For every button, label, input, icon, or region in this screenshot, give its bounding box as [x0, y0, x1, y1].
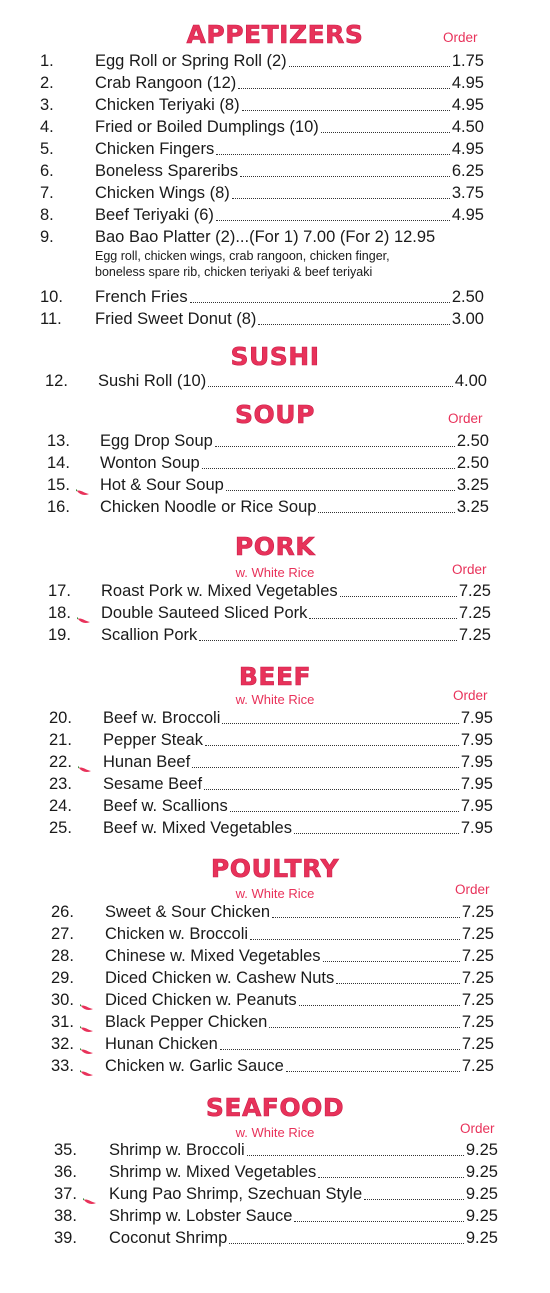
item-price: 2.50 [456, 454, 489, 472]
item-name: Egg Drop Soup [100, 432, 213, 450]
item-name: Chicken Fingers [95, 140, 215, 158]
item-price: 7.95 [460, 731, 493, 749]
menu-item-row[interactable] [0, 753, 550, 775]
menu-item-row[interactable] [0, 184, 550, 206]
item-line [105, 1035, 494, 1054]
item-name: Sushi Roll (10) [98, 372, 207, 390]
dot-leader [321, 131, 450, 133]
item-name: Hunan Beef [103, 753, 191, 771]
item-price: 7.25 [461, 991, 494, 1009]
item-name: Chicken w. Broccoli [105, 925, 249, 943]
menu-item-row[interactable] [0, 288, 550, 310]
order-column-label: Order [455, 882, 490, 897]
item-price: 6.25 [451, 162, 484, 180]
item-line [103, 753, 493, 772]
item-price: 7.25 [458, 604, 491, 622]
item-number: 22. [49, 753, 72, 771]
item-name: Chicken Teriyaki (8) [95, 96, 240, 114]
item-price: 7.95 [460, 709, 493, 727]
item-name: Sweet & Sour Chicken [105, 903, 271, 921]
item-description-line: boneless spare rib, chicken teriyaki & beef teriyaki [95, 265, 373, 279]
item-line [95, 140, 484, 159]
item-price: 9.25 [465, 1207, 498, 1225]
item-price: 7.25 [461, 1057, 494, 1075]
item-number: 21. [49, 731, 72, 749]
order-column-label: Order [452, 562, 487, 577]
item-line [105, 903, 494, 922]
item-name: Hunan Chicken [105, 1035, 218, 1053]
hot-pepper-icon [80, 1063, 94, 1082]
item-line [109, 1207, 498, 1226]
dot-leader [250, 938, 460, 940]
item-price: 7.25 [458, 582, 491, 600]
order-column-label: Order [453, 688, 488, 703]
item-line [95, 52, 484, 71]
item-name: Coconut Shrimp [109, 1229, 228, 1247]
item-price: 7.95 [460, 753, 493, 771]
menu-item-row[interactable] [0, 991, 550, 1013]
dot-leader [199, 639, 457, 641]
item-price: 2.50 [451, 288, 484, 306]
menu-item-row[interactable] [0, 1185, 550, 1207]
item-name: French Fries [95, 288, 188, 306]
item-number: 7. [40, 184, 54, 202]
menu-item-row[interactable] [0, 52, 550, 74]
item-name: Black Pepper Chicken [105, 1013, 268, 1031]
dot-leader [216, 153, 450, 155]
item-line [105, 1057, 494, 1076]
item-name: Chicken Wings (8) [95, 184, 230, 202]
item-line [95, 96, 484, 115]
item-name: Chicken w. Garlic Sauce [105, 1057, 284, 1075]
menu-item-row[interactable] [0, 432, 550, 454]
dot-leader [309, 617, 456, 619]
item-number: 15. [47, 476, 70, 494]
item-number: 8. [40, 206, 54, 224]
item-price: 7.25 [461, 1035, 494, 1053]
dot-leader [364, 1198, 464, 1200]
dot-leader [336, 982, 460, 984]
menu-item-row[interactable] [0, 1207, 550, 1229]
section-title: BEEF [238, 662, 312, 691]
item-number: 28. [51, 947, 74, 965]
item-number: 11. [40, 310, 62, 328]
menu-item-row[interactable] [0, 819, 550, 841]
menu-item-row[interactable] [0, 775, 550, 797]
item-name: Pepper Steak [103, 731, 203, 749]
dot-leader [202, 467, 455, 469]
item-name: Shrimp w. Lobster Sauce [109, 1207, 293, 1225]
item-name: Shrimp w. Broccoli [109, 1141, 245, 1159]
item-price: 4.95 [451, 206, 484, 224]
menu-item-row[interactable] [0, 709, 550, 731]
item-price: 7.25 [461, 1013, 494, 1031]
order-column-label: Order [448, 411, 483, 426]
menu-item-row[interactable] [0, 1163, 550, 1185]
menu-item-row[interactable] [0, 1229, 550, 1251]
item-name: Chinese w. Mixed Vegetables [105, 947, 321, 965]
section-subtitle: w. White Rice [235, 1125, 315, 1140]
menu-item-row[interactable] [0, 604, 550, 626]
menu-item-row[interactable] [0, 1057, 550, 1079]
menu-item-row[interactable] [0, 1035, 550, 1057]
item-number: 36. [54, 1163, 77, 1181]
dot-leader [294, 832, 459, 834]
item-line [95, 206, 484, 225]
item-number: 20. [49, 709, 72, 727]
item-line [109, 1163, 498, 1182]
item-number: 23. [49, 775, 72, 793]
item-line [95, 310, 484, 329]
menu-item-row[interactable] [0, 310, 550, 332]
dot-leader [220, 1048, 460, 1050]
item-line [101, 582, 491, 601]
menu-item-row[interactable] [0, 925, 550, 947]
item-number: 6. [40, 162, 54, 180]
item-number: 5. [40, 140, 54, 158]
menu-item-row[interactable] [0, 96, 550, 118]
menu-item-row[interactable] [0, 903, 550, 925]
item-price: 2.50 [456, 432, 489, 450]
section-title: APPETIZERS [186, 20, 364, 49]
dot-leader [240, 175, 450, 177]
item-line [105, 925, 494, 944]
menu-item-row[interactable] [0, 1141, 550, 1163]
dot-leader [216, 219, 450, 221]
item-line [109, 1185, 498, 1204]
dot-leader [247, 1154, 464, 1156]
dot-leader [215, 445, 455, 447]
dot-leader [208, 385, 453, 387]
item-number: 17. [48, 582, 71, 600]
item-number: 18. [48, 604, 71, 622]
item-name: Wonton Soup [100, 454, 200, 472]
item-price: 7.25 [461, 925, 494, 943]
item-line [103, 819, 493, 838]
item-name: Crab Rangoon (12) [95, 74, 237, 92]
section-title: SOUP [235, 400, 315, 429]
menu-item-row[interactable] [0, 797, 550, 819]
item-number: 4. [40, 118, 54, 136]
order-column-label: Order [460, 1121, 495, 1136]
item-price: 7.25 [461, 947, 494, 965]
item-number: 16. [47, 498, 70, 516]
item-line [103, 775, 493, 794]
item-line [105, 969, 494, 988]
menu-item-row[interactable] [0, 476, 550, 498]
dot-leader [289, 65, 450, 67]
item-line [95, 162, 484, 181]
item-price: 3.00 [451, 310, 484, 328]
dot-leader [238, 87, 450, 89]
item-line [100, 454, 489, 473]
item-name: Diced Chicken w. Cashew Nuts [105, 969, 335, 987]
item-price: 7.95 [460, 775, 493, 793]
item-line [95, 118, 484, 137]
item-price: 3.25 [456, 476, 489, 494]
menu-item-row[interactable] [0, 162, 550, 184]
item-number: 12. [45, 372, 68, 390]
item-name: Diced Chicken w. Peanuts [105, 991, 297, 1009]
item-name: Sesame Beef [103, 775, 203, 793]
item-price: 3.25 [456, 498, 489, 516]
dot-leader [272, 916, 460, 918]
item-line [109, 1141, 498, 1160]
item-number: 35. [54, 1141, 77, 1159]
dot-leader [192, 766, 459, 768]
item-number: 30. [51, 991, 74, 1009]
menu-item-row[interactable] [0, 74, 550, 96]
item-name: Boneless Spareribs [95, 162, 239, 180]
dot-leader [190, 301, 450, 303]
menu-item-row[interactable] [0, 454, 550, 476]
dot-leader [242, 109, 450, 111]
item-number: 9. [40, 228, 54, 246]
item-name: Bao Bao Platter (2)...(For 1) 7.00 (For 2) 12.95 [95, 228, 436, 246]
section-title: SEAFOOD [205, 1093, 345, 1122]
item-line [103, 731, 493, 750]
item-number: 3. [40, 96, 54, 114]
item-number: 29. [51, 969, 74, 987]
item-price: 7.25 [458, 626, 491, 644]
item-line [105, 947, 494, 966]
item-price: 9.25 [465, 1141, 498, 1159]
item-number: 19. [48, 626, 71, 644]
section-subtitle: w. White Rice [235, 886, 315, 901]
item-number: 1. [40, 52, 54, 70]
item-price: 4.00 [454, 372, 487, 390]
item-name: Hot & Sour Soup [100, 476, 224, 494]
item-line [98, 372, 487, 391]
dot-leader [205, 744, 459, 746]
item-number: 38. [54, 1207, 77, 1225]
item-name: Beef w. Mixed Vegetables [103, 819, 292, 837]
item-price: 7.25 [461, 969, 494, 987]
item-price: 4.50 [451, 118, 484, 136]
dot-leader [229, 1242, 464, 1244]
menu-item-row[interactable] [0, 1013, 550, 1035]
item-number: 10. [40, 288, 63, 306]
menu-item-row[interactable] [0, 206, 550, 228]
item-line [100, 498, 489, 517]
item-price: 1.75 [451, 52, 484, 70]
dot-leader [226, 489, 455, 491]
item-name: Roast Pork w. Mixed Vegetables [101, 582, 338, 600]
item-line [95, 74, 484, 93]
item-line [103, 709, 493, 728]
item-name: Kung Pao Shrimp, Szechuan Style [109, 1185, 363, 1203]
menu-item-row[interactable] [0, 372, 550, 394]
dot-leader [222, 722, 458, 724]
item-line [95, 184, 484, 203]
item-number: 13. [47, 432, 70, 450]
item-line [105, 991, 494, 1010]
item-name: Beef w. Broccoli [103, 709, 221, 727]
item-number: 24. [49, 797, 72, 815]
dot-leader [204, 788, 459, 790]
dot-leader [340, 595, 457, 597]
menu-item-row[interactable] [0, 947, 550, 969]
item-price: 7.25 [461, 903, 494, 921]
item-price: 4.95 [451, 140, 484, 158]
item-number: 14. [47, 454, 70, 472]
item-name: Shrimp w. Mixed Vegetables [109, 1163, 317, 1181]
dot-leader [230, 810, 459, 812]
item-name: Beef Teriyaki (6) [95, 206, 214, 224]
item-number: 37. [54, 1185, 77, 1203]
item-price: 4.95 [451, 74, 484, 92]
item-name: Scallion Pork [101, 626, 198, 644]
menu-item-row[interactable] [0, 626, 550, 648]
section-subtitle: w. White Rice [235, 565, 315, 580]
item-name: Fried or Boiled Dumplings (10) [95, 118, 319, 136]
item-name: Double Sauteed Sliced Pork [101, 604, 308, 622]
section-title: SUSHI [230, 342, 320, 371]
dot-leader [258, 323, 449, 325]
item-number: 2. [40, 74, 54, 92]
item-price: 9.25 [465, 1229, 498, 1247]
menu-item-row[interactable] [0, 969, 550, 991]
dot-leader [299, 1004, 460, 1006]
item-price: 4.95 [451, 96, 484, 114]
item-number: 32. [51, 1035, 74, 1053]
dot-leader [318, 1176, 464, 1178]
item-line [100, 476, 489, 495]
item-number: 26. [51, 903, 74, 921]
item-name: Beef w. Scallions [103, 797, 228, 815]
dot-leader [323, 960, 460, 962]
item-price: 9.25 [465, 1163, 498, 1181]
item-number: 31. [51, 1013, 74, 1031]
section-title: POULTRY [210, 854, 340, 883]
item-price: 7.95 [460, 819, 493, 837]
item-price: 9.25 [465, 1185, 498, 1203]
menu-item-row[interactable] [0, 498, 550, 520]
order-column-label: Order [443, 30, 478, 45]
dot-leader [286, 1070, 460, 1072]
item-name: Fried Sweet Donut (8) [95, 310, 257, 328]
item-line [105, 1013, 494, 1032]
item-line [101, 604, 491, 623]
dot-leader [294, 1220, 463, 1222]
dot-leader [269, 1026, 460, 1028]
item-line [103, 797, 493, 816]
item-name: Egg Roll or Spring Roll (2) [95, 52, 287, 70]
menu-item-row[interactable] [0, 118, 550, 140]
item-line [100, 432, 489, 451]
dot-leader [318, 511, 454, 513]
menu-item-row[interactable] [0, 228, 550, 250]
item-number: 25. [49, 819, 72, 837]
item-description-line: Egg roll, chicken wings, crab rangoon, chicken finger, [95, 249, 390, 263]
item-number: 33. [51, 1057, 74, 1075]
section-subtitle: w. White Rice [235, 692, 315, 707]
item-line [109, 1229, 498, 1248]
item-line [95, 228, 484, 247]
item-number: 27. [51, 925, 74, 943]
item-number: 39. [54, 1229, 77, 1247]
section-title: PORK [234, 532, 316, 561]
menu-item-row[interactable] [0, 140, 550, 162]
item-price: 3.75 [451, 184, 484, 202]
item-name: Chicken Noodle or Rice Soup [100, 498, 317, 516]
item-line [95, 288, 484, 307]
menu-item-row[interactable] [0, 582, 550, 604]
item-line [101, 626, 491, 645]
item-price: 7.95 [460, 797, 493, 815]
menu-item-row[interactable] [0, 731, 550, 753]
dot-leader [232, 197, 450, 199]
